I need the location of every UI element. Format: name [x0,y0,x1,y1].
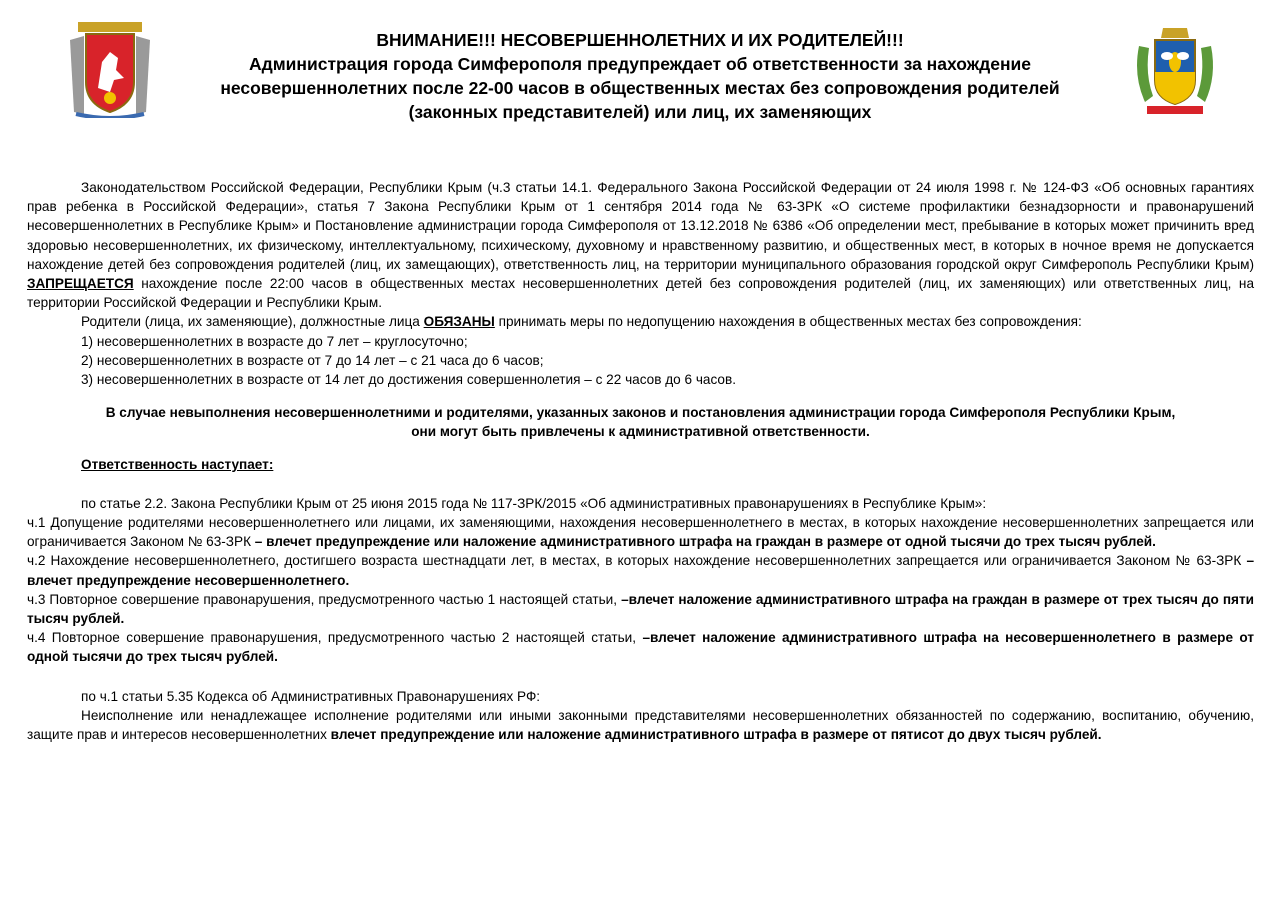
law2-text: Неисполнение или ненадлежащее исполнение родителями или иными законными представителями несовершеннолетних обязанностей по содержанию, воспитанию, обучению, защите прав и интересов несовершеннолетних [27,707,1254,743]
intro-paragraph [27,178,1254,312]
bee-right-wing [1177,52,1189,60]
law1-part-3-text: ч.3 Повторное совершение правонарушения, предусмотренного частью 1 настоящей статьи, [27,591,622,607]
law2-intro: по ч.1 статьи 5.35 Кодекса об Административных Правонарушениях РФ: [81,688,541,704]
warning-line-2: они могут быть привлечены к административной ответственности. [411,424,870,440]
liability-title: Ответственность наступает: [81,456,274,472]
header-line-4: (законных представителей) или лиц, их заменяющих [408,102,872,122]
duty-after: принимать меры по недопущению нахождения в общественных местах без сопровождения: [494,314,1082,330]
duty-item-2: 2) несовершеннолетних в возрасте от 7 до 14 лет – с 21 часа до 6 часов; [81,352,544,368]
law1-part-1-penalty: – влечет предупреждение или наложение административного штрафа на граждан в размере от одной тысячи до трех тысяч рублей. [254,534,1156,550]
simferopol-coat-of-arms-icon [1133,26,1217,118]
law1-part-3 [27,590,1254,628]
duty-item-1: 1) несовершеннолетних в возрасте до 7 лет – круглосуточно; [81,333,468,349]
law1-part-2-text: ч.2 Нахождение несовершеннолетнего, достигшего возраста шестнадцати лет, в местах, в которых нахождение несовершеннолетних запрещается или ограничивается Законом № 63-ЗРК [27,553,1247,569]
prohibited-text: нахождение после 22:00 часов в общественных местах несовершеннолетних детей без сопровождения родителей (лиц, их заменяющих) или ответственных лиц, на территории Российской Федерации и Республики Крым. [27,276,1254,311]
law2-penalty: влечет предупреждение или наложение административного штрафа в размере от пятисот до двух тысяч рублей. [330,727,1102,743]
duty-paragraph [27,312,1254,331]
notice-header [180,28,1100,124]
warning-block [27,403,1254,441]
header-line-1: ВНИМАНИЕ!!! НЕСОВЕРШЕННОЛЕТНИХ И ИХ РОДИТЕЛЕЙ!!! [376,30,904,50]
header-line-2: Администрация города Симферополя предупреждает об ответственности за нахождение [248,54,1032,74]
intro-text: Законодательством Российской Федерации, Республики Крым (ч.3 статьи 14.1. Федерального Закона Российской Федерации от 24 июля 1998 г. № 124-ФЗ «Об основных гарантиях прав ребенка в Российской Федерации», статья 7 Закона Республики Крым от 1 сентября 2014 года № 63-ЗРК «О системе профилактики безнадзорности и правонарушений несовершеннолетних в Республике Крым» и Постановление администрации города Симферополя от 13.12.2018 № 6386 «Об определении мест, пребывание в которых может причинить вред здоровью несовершеннолетних, их физическому, интеллектуальному, психическому, духовному и нравственному развитию, и общественных мест, в которых в ночное время не допускается нахождение детей без сопровождения родителей (лиц, их замещающих), ответственность лиц, на территории муниципального образования городской округ Симферополь Республики Крым) [27,180,1254,272]
warning-line-1: В случае невыполнения несовершеннолетними и родителями, указанных законов и постановления администрации города Симферополя Республики Крым, [105,405,1176,421]
right-column [136,36,150,114]
law1-part-3-penalty: –влечет наложение административного штрафа на граждан в размере от трех тысяч до пяти тысяч рублей. [27,591,1254,627]
left-wreath [1137,46,1153,102]
right-wreath [1197,46,1213,102]
crimea-coat-of-arms-icon [64,22,156,118]
pearl-shape [104,92,116,104]
crown-shape [78,22,142,32]
duty-before: Родители (лица, их заменяющие), должностные лица [81,314,424,330]
law1-part-4-penalty: –влечет наложение административного штрафа на несовершеннолетнего в размере от одной тысячи до трех тысяч рублей. [27,630,1254,665]
law1-part-1 [27,513,1254,551]
notice-body [27,178,1254,744]
shield-gold-base [1155,72,1195,104]
prohibited-label: ЗАПРЕЩАЕТСЯ [27,276,134,292]
law1-part-4 [27,628,1254,666]
law2-paragraph [27,706,1254,744]
law1-part-1-text: ч.1 Допущение родителями несовершеннолетнего или лицами, их заменяющими, нахождения несовершеннолетнего в местах, в которых нахождение несовершеннолетних запрещается или ограничивается Законом № 63-ЗРК [27,515,1254,550]
obliged-label: ОБЯЗАНЫ [423,314,495,330]
header-line-3: несовершеннолетних после 22-00 часов в общественных местах без сопровождения родителей [220,78,1060,98]
law1-part-2-penalty: – влечет предупреждение несовершеннолетнего. [27,553,1254,588]
ribbon-shape [76,114,144,118]
tower-crown-shape [1161,28,1189,38]
bee-left-wing [1161,52,1173,60]
law1-intro: по статье 2.2. Закона Республики Крым от 25 июня 2015 года № 117-ЗРК/2015 «Об административных правонарушениях в Республике Крым»: [81,495,987,511]
law1-part-4-text: ч.4 Повторное совершение правонарушения, предусмотренного частью 2 настоящей статьи, [27,630,643,646]
name-ribbon [1147,106,1203,114]
law1-part-2 [27,551,1254,589]
duty-item-3: 3) несовершеннолетних в возрасте от 14 лет до достижения совершеннолетия – с 22 часов до 6 часов. [81,372,736,388]
left-column [70,36,84,114]
